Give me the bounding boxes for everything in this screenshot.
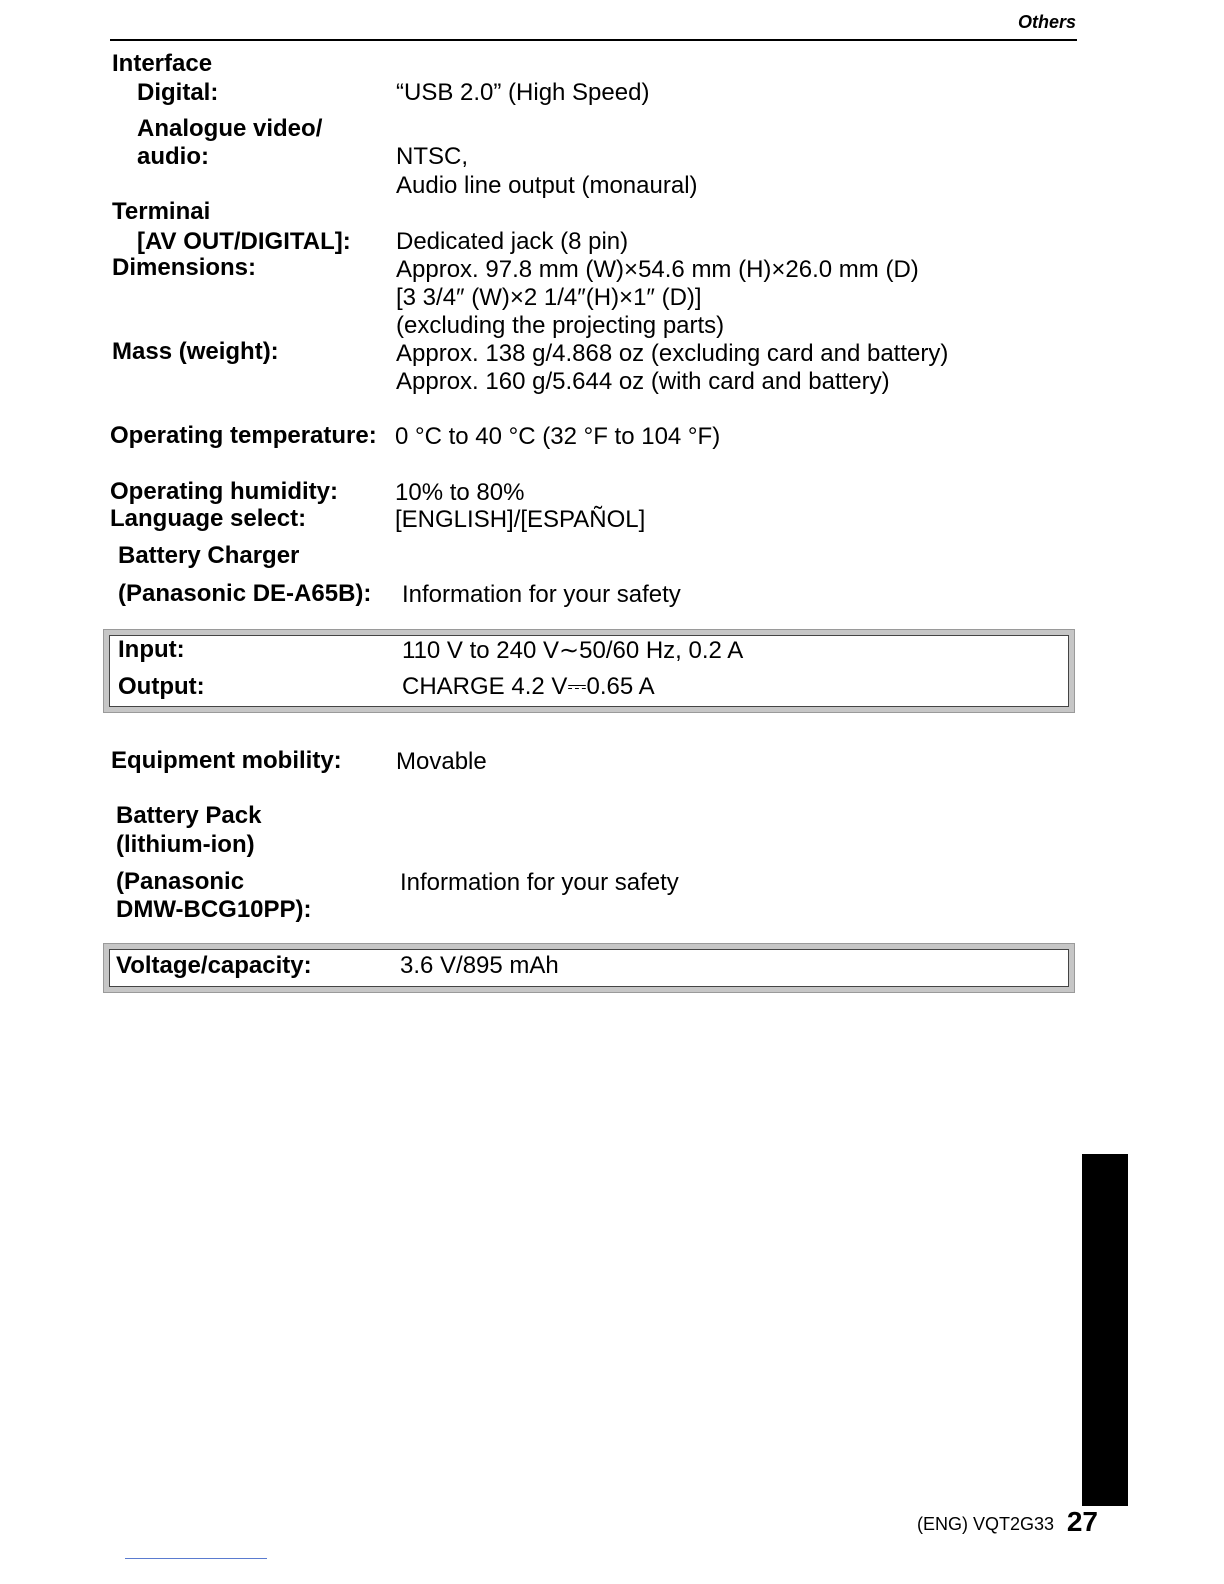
mass-value-2: Approx. 160 g/5.644 oz (with card and battery) xyxy=(396,368,890,395)
charger-title-2: (Panasonic DE-A65B): xyxy=(118,580,372,607)
footer-rule xyxy=(125,1558,267,1559)
battery-pack-safety-note: Information for your safety xyxy=(400,869,679,896)
language-select-value: [ENGLISH]/[ESPAÑOL] xyxy=(395,506,646,533)
analogue-label-2: audio: xyxy=(137,143,209,170)
operating-humidity-label: Operating humidity: xyxy=(110,478,338,505)
charger-output-value: CHARGE 4.2 V⎓0.65 A xyxy=(402,673,655,700)
charger-title-1: Battery Charger xyxy=(118,542,300,569)
analogue-label-1: Analogue video/ xyxy=(137,115,323,142)
header-rule xyxy=(110,39,1077,41)
battery-pack-title-4: DMW-BCG10PP): xyxy=(116,896,312,923)
terminal-title: Terminai xyxy=(112,198,211,225)
equipment-mobility-value: Movable xyxy=(396,748,487,775)
mass-label: Mass (weight): xyxy=(112,338,279,365)
language-select-label: Language select: xyxy=(110,505,307,532)
operating-temperature-value: 0 °C to 40 °C (32 °F to 104 °F) xyxy=(395,423,721,450)
voltage-capacity-label: Voltage/capacity: xyxy=(116,952,312,979)
voltage-capacity-value: 3.6 V/895 mAh xyxy=(400,952,559,979)
operating-humidity-value: 10% to 80% xyxy=(395,479,525,506)
charger-safety-note: Information for your safety xyxy=(402,581,681,608)
av-out-value: Dedicated jack (8 pin) xyxy=(396,228,629,255)
charger-output-label: Output: xyxy=(118,673,205,700)
equipment-mobility-label: Equipment mobility: xyxy=(111,747,342,774)
interface-title: Interface xyxy=(112,50,213,77)
digital-label: Digital: xyxy=(137,79,219,106)
dimensions-value-2: [3 3/4″ (W)×2 1/4″(H)×1″ (D)] xyxy=(396,284,702,311)
document-code: (ENG) VQT2G33 xyxy=(916,1514,1054,1534)
analogue-value-1: NTSC, xyxy=(396,143,468,170)
analogue-value-2: Audio line output (monaural) xyxy=(396,172,698,199)
av-out-label: [AV OUT/DIGITAL]: xyxy=(137,228,351,255)
charger-input-label: Input: xyxy=(118,636,185,663)
mass-value-1: Approx. 138 g/4.868 oz (excluding card and battery) xyxy=(396,340,949,367)
section-title: Others xyxy=(1017,12,1076,32)
chapter-tab-marker xyxy=(1082,1154,1128,1506)
battery-pack-title-2: (lithium-ion) xyxy=(116,831,255,858)
dimensions-label: Dimensions: xyxy=(112,254,257,281)
battery-pack-title-1: Battery Pack xyxy=(116,802,262,829)
battery-pack-title-3: (Panasonic xyxy=(116,868,245,895)
dimensions-value-1: Approx. 97.8 mm (W)×54.6 mm (H)×26.0 mm (D) xyxy=(396,256,919,283)
operating-temperature-label: Operating temperature: xyxy=(110,422,377,449)
digital-value: “USB 2.0” (High Speed) xyxy=(396,79,650,106)
dimensions-value-3: (excluding the projecting parts) xyxy=(396,312,725,339)
page-number: 27 xyxy=(1066,1506,1098,1537)
charger-input-value: 110 V to 240 V∼50/60 Hz, 0.2 A xyxy=(402,637,744,664)
